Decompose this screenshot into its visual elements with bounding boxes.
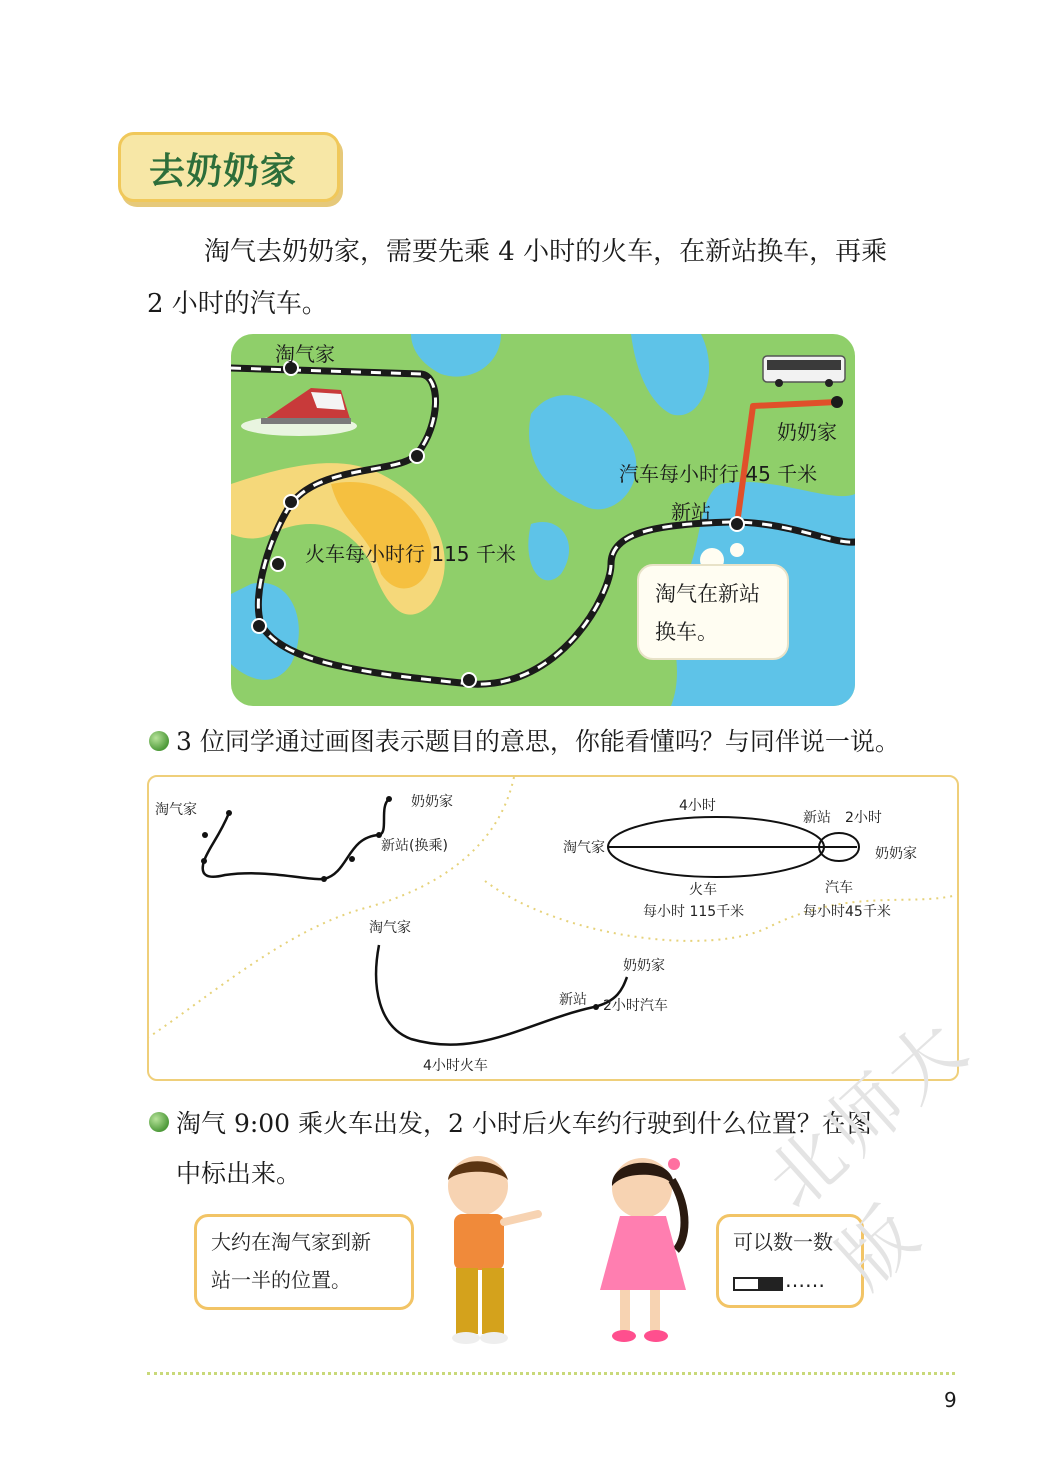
sketch3-station: 新站 xyxy=(559,992,587,1008)
sketch1-grandma: 奶奶家 xyxy=(411,794,453,810)
sketch2-bus: 汽车 xyxy=(825,880,853,896)
page-number: 9 xyxy=(944,1388,957,1412)
sketch2-home: 淘气家 xyxy=(563,840,605,856)
sketch3-grandma: 奶奶家 xyxy=(623,958,665,974)
bullet-icon xyxy=(149,731,169,751)
sketch2-top: 4小时 xyxy=(679,798,716,814)
question-2-line-1: 淘气 9:00 乘火车出发，2 小时后火车约行驶到什么位置？在图 xyxy=(176,1109,872,1138)
sketch2-bus-speed: 每小时45千米 xyxy=(803,904,891,920)
bar-model-icon xyxy=(733,1277,783,1291)
sketch1-home: 淘气家 xyxy=(155,802,197,818)
route-map xyxy=(231,334,855,706)
bubble-right-dots: …… xyxy=(785,1268,825,1292)
section-title: 去奶奶家 xyxy=(149,151,298,192)
sketch2-station: 新站 xyxy=(803,810,831,826)
sketch-drawings xyxy=(149,777,957,1079)
sketch3-train-time: 4小时火车 xyxy=(423,1058,488,1074)
map-label-bus-speed: 汽车每小时行 45 千米 xyxy=(619,462,818,486)
boy-illustration xyxy=(430,1150,546,1350)
bus-icon xyxy=(763,356,845,387)
sketch3-bus-time: 2小时汽车 xyxy=(603,998,668,1014)
intro-line-2: 2 小时的汽车。 xyxy=(147,289,328,319)
sketch2-hours: 2小时 xyxy=(845,810,882,826)
sketch2-train: 火车 xyxy=(689,882,717,898)
intro-line-1: 淘气去奶奶家，需要先乘 4 小时的火车，在新站换车，再乘 xyxy=(204,237,888,267)
sketch1-station: 新站(换乘) xyxy=(381,838,448,854)
bubble-left-line-2: 站一半的位置。 xyxy=(211,1268,351,1292)
question-1: 3 位同学通过画图表示题目的意思，你能看懂吗？与同伴说一说。 xyxy=(176,727,900,756)
map-label-home: 淘气家 xyxy=(275,342,335,366)
bubble-right-line-1: 可以数一数 xyxy=(733,1230,833,1254)
section-title-badge xyxy=(118,132,340,202)
girl-illustration xyxy=(590,1150,700,1350)
speech-bubble-left xyxy=(194,1214,414,1310)
watermark: 北师大版 xyxy=(750,1001,987,1305)
bubble-left-line-1: 大约在淘气家到新 xyxy=(211,1230,371,1254)
callout-line-2: 换车。 xyxy=(655,620,718,644)
callout-bubble xyxy=(637,564,789,660)
sketch2-grandma: 奶奶家 xyxy=(875,846,917,862)
bullet-icon xyxy=(149,1112,169,1132)
map-label-station: 新站 xyxy=(671,500,711,524)
sketch2-train-speed: 每小时 115千米 xyxy=(643,904,745,920)
student-sketches-panel xyxy=(147,775,959,1081)
question-2-line-2: 中标出来。 xyxy=(176,1159,302,1188)
callout-line-1: 淘气在新站 xyxy=(655,582,760,606)
map-label-train-speed: 火车每小时行 115 千米 xyxy=(305,542,516,566)
map-label-grandma: 奶奶家 xyxy=(777,420,837,444)
sketch3-home: 淘气家 xyxy=(369,920,411,936)
footer-divider xyxy=(147,1372,955,1375)
